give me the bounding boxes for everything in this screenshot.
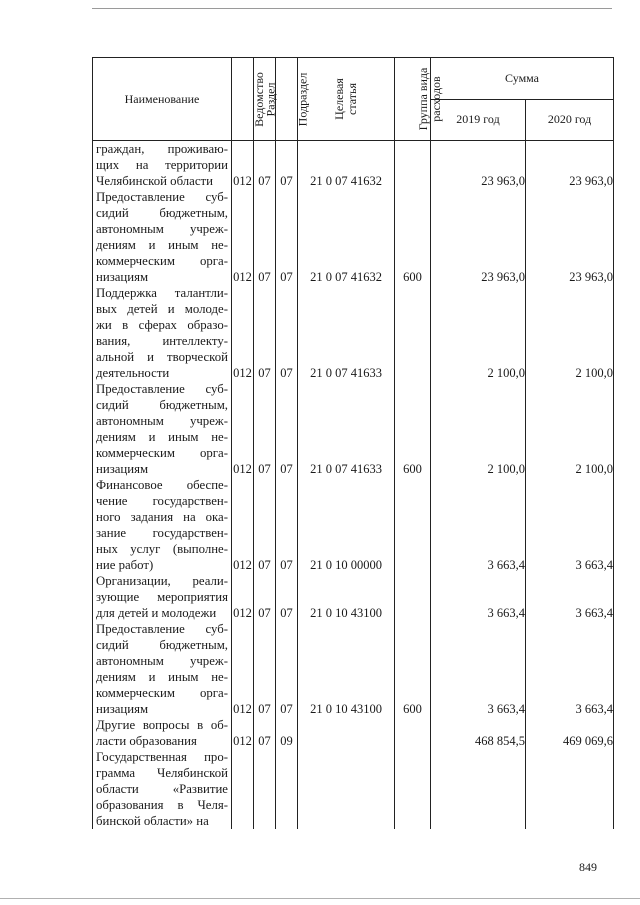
- row-name-line: Челябинской области: [96, 174, 213, 188]
- row-name-line: ние работ): [96, 558, 154, 572]
- row-name-cell: [93, 141, 232, 190]
- top-rule: [92, 8, 612, 9]
- row-subsection: 07: [276, 141, 298, 190]
- row-sum-2019: 2 100,0: [431, 381, 526, 477]
- header-section-label: Раздел: [263, 82, 278, 116]
- row-target-item: 21 0 07 41633: [298, 381, 395, 477]
- row-name-cell: [93, 189, 232, 285]
- row-name-cell: [93, 285, 232, 381]
- row-target-item: [298, 749, 395, 829]
- row-subsection: 07: [276, 477, 298, 573]
- row-name-cell: [93, 717, 232, 749]
- header-target-item-label: Целевая статья: [332, 77, 359, 120]
- row-sum-2019: 2 100,0: [431, 285, 526, 381]
- header-department: [232, 58, 266, 141]
- row-target-item: 21 0 07 41632: [298, 189, 395, 285]
- row-name-line: зание государствен-: [96, 526, 228, 540]
- row-name-line: дениям и иным не-: [96, 238, 228, 252]
- row-subsection: 07: [276, 189, 298, 285]
- row-sum-2019: 3 663,4: [431, 477, 526, 573]
- row-name-line: ного задания на ока-: [96, 510, 228, 524]
- row-subsection: 07: [276, 573, 298, 621]
- row-sum-2020: 3 663,4: [526, 621, 614, 717]
- table-row: [93, 621, 614, 717]
- table-row: [93, 573, 614, 621]
- row-name-line: Предоставление суб-: [96, 622, 228, 636]
- table-row: [93, 141, 614, 190]
- bottom-rule: [0, 898, 640, 899]
- row-name-line: дениям и иным не-: [96, 670, 228, 684]
- row-subsection: 07: [276, 285, 298, 381]
- row-section: 07: [254, 717, 276, 749]
- row-department: 012: [232, 621, 254, 717]
- header-sum: Сумма: [431, 58, 614, 100]
- row-sum-2019: 23 963,0: [431, 189, 526, 285]
- row-section: 07: [254, 189, 276, 285]
- row-sum-2020: 3 663,4: [526, 573, 614, 621]
- table-row: [93, 381, 614, 477]
- row-name-line: Другие вопросы в об-: [96, 718, 228, 732]
- row-name-line: Организации, реали-: [96, 574, 228, 588]
- row-name-line: граждан, проживаю-: [96, 142, 228, 156]
- row-name-line: бинской области» на: [96, 814, 209, 828]
- row-name-cell: [93, 621, 232, 717]
- table-row: [93, 285, 614, 381]
- row-section: 07: [254, 141, 276, 190]
- row-name-line: области «Развитие: [96, 782, 228, 796]
- budget-table: [92, 57, 614, 829]
- row-name-line: Финансовое обеспе-: [96, 478, 228, 492]
- row-section: [254, 749, 276, 829]
- row-name-line: сидий бюджетным,: [96, 638, 228, 652]
- row-subsection: 07: [276, 621, 298, 717]
- row-name-line: низациям: [96, 702, 149, 716]
- row-name-line: низациям: [96, 462, 149, 476]
- header-section: [251, 58, 278, 141]
- row-name-line: жи в сферах образо-: [96, 318, 228, 332]
- row-sum-2020: 469 069,6: [526, 717, 614, 749]
- row-section: 07: [254, 477, 276, 573]
- row-name-line: коммерческим орга-: [96, 686, 228, 700]
- row-name-line: Предоставление суб-: [96, 190, 228, 204]
- row-name-line: вания, интеллекту-: [96, 334, 228, 348]
- row-target-item: 21 0 07 41632: [298, 141, 395, 190]
- row-expense-group: 600: [395, 381, 431, 477]
- row-name-line: для детей и молодежи: [96, 606, 217, 620]
- row-name-line: грамма Челябинской: [96, 766, 228, 780]
- row-name-line: низациям: [96, 270, 149, 284]
- row-target-item: 21 0 10 43100: [298, 621, 395, 717]
- row-name-cell: [93, 477, 232, 573]
- row-name-line: образования в Челя-: [96, 798, 228, 812]
- row-name-line: сидий бюджетным,: [96, 206, 228, 220]
- row-department: 012: [232, 141, 254, 190]
- row-name-cell: [93, 749, 232, 829]
- row-expense-group: [395, 477, 431, 573]
- row-department: [232, 749, 254, 829]
- row-target-item: 21 0 10 43100: [298, 573, 395, 621]
- row-sum-2019: 3 663,4: [431, 573, 526, 621]
- header-name: Наименование: [93, 58, 232, 141]
- header-subsection: [276, 58, 310, 141]
- row-name-line: зующие мероприятия: [96, 590, 228, 604]
- row-name-line: вых детей и молоде-: [96, 302, 228, 316]
- header-row-top: [93, 58, 614, 100]
- row-sum-2019: [431, 749, 526, 829]
- table-body: [93, 141, 614, 830]
- header-year-2019: 2019 год: [431, 99, 526, 141]
- row-name-line: сидий бюджетным,: [96, 398, 228, 412]
- row-expense-group: [395, 717, 431, 749]
- row-name-line: альной и творческой: [96, 350, 228, 364]
- row-sum-2020: 3 663,4: [526, 477, 614, 573]
- row-subsection: 07: [276, 381, 298, 477]
- row-section: 07: [254, 285, 276, 381]
- row-department: 012: [232, 717, 254, 749]
- row-sum-2020: 23 963,0: [526, 189, 614, 285]
- row-target-item: [298, 717, 395, 749]
- row-subsection: 09: [276, 717, 298, 749]
- row-sum-2019: 468 854,5: [431, 717, 526, 749]
- row-target-item: 21 0 10 00000: [298, 477, 395, 573]
- page-number: 849: [579, 860, 597, 874]
- row-section: 07: [254, 381, 276, 477]
- row-target-item: 21 0 07 41633: [298, 285, 395, 381]
- table-row: [93, 749, 614, 829]
- row-name-line: дениям и иным не-: [96, 430, 228, 444]
- row-name-line: коммерческим орга-: [96, 446, 228, 460]
- row-name-line: Поддержка талантли-: [96, 286, 228, 300]
- row-sum-2020: 2 100,0: [526, 285, 614, 381]
- table-row: [93, 717, 614, 749]
- header-year-2020: 2020 год: [526, 99, 614, 141]
- row-expense-group: 600: [395, 621, 431, 717]
- row-name-line: ласти образования: [96, 734, 197, 748]
- header-expense-group-label: Группа вида расходов: [416, 67, 443, 130]
- row-name-line: коммерческим орга-: [96, 254, 228, 268]
- row-name-line: автономным учреж-: [96, 222, 228, 236]
- row-sum-2019: 3 663,4: [431, 621, 526, 717]
- row-name-line: Государственная про-: [96, 750, 228, 764]
- row-expense-group: [395, 573, 431, 621]
- row-name-line: чение государствен-: [96, 494, 228, 508]
- row-section: 07: [254, 573, 276, 621]
- row-expense-group: [395, 141, 431, 190]
- header-expense-group: [395, 58, 443, 141]
- row-name-cell: [93, 381, 232, 477]
- row-name-line: автономным учреж-: [96, 414, 228, 428]
- row-name-cell: [93, 573, 232, 621]
- row-name-line: деятельности: [96, 366, 170, 380]
- row-name-line: ных услуг (выполне-: [96, 542, 228, 556]
- header-target-item: [295, 58, 395, 141]
- row-department: 012: [232, 573, 254, 621]
- row-expense-group: 600: [395, 189, 431, 285]
- row-section: 07: [254, 621, 276, 717]
- table-row: [93, 477, 614, 573]
- row-sum-2020: [526, 749, 614, 829]
- header-subsection-label: Подраздел: [295, 72, 310, 126]
- row-department: 012: [232, 189, 254, 285]
- row-expense-group: [395, 285, 431, 381]
- row-sum-2020: 23 963,0: [526, 141, 614, 190]
- row-sum-2020: 2 100,0: [526, 381, 614, 477]
- row-expense-group: [395, 749, 431, 829]
- header-department-label: Ведомство: [251, 71, 266, 127]
- row-subsection: [276, 749, 298, 829]
- row-name-line: автономным учреж-: [96, 654, 228, 668]
- table-row: [93, 189, 614, 285]
- row-sum-2019: 23 963,0: [431, 141, 526, 190]
- row-department: 012: [232, 381, 254, 477]
- row-name-line: щих на территории: [96, 158, 228, 172]
- row-department: 012: [232, 285, 254, 381]
- row-name-line: Предоставление суб-: [96, 382, 228, 396]
- row-department: 012: [232, 477, 254, 573]
